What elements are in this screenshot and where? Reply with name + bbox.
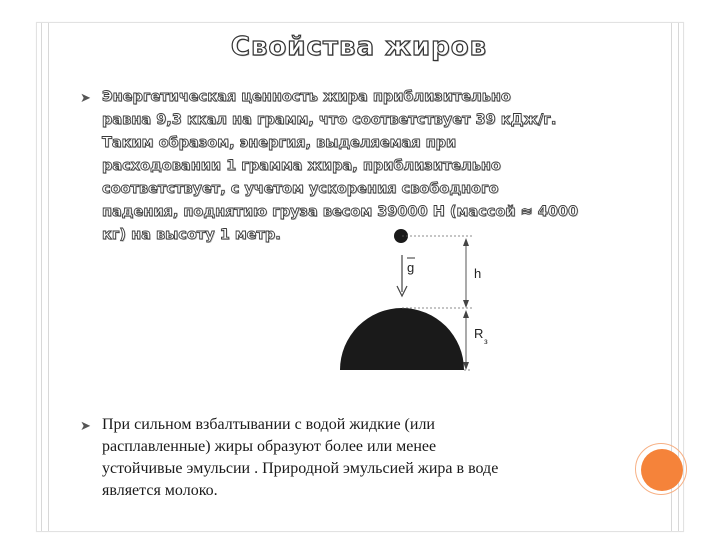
paragraph-line: Таким образом, энергия, выделяемая при [102,135,457,151]
decorative-orange-circle [641,449,683,491]
slide-left-edge [41,23,49,531]
slide-title: Свойства жиров [230,32,488,62]
planet-half-disc [340,308,464,370]
arrowhead-bullet-icon: ➤ [80,90,91,105]
radius-arrow-top [463,310,469,318]
paragraph-line: равна 9,3 ккал на грамм, что соответствует 39 кДж/г. [102,112,557,128]
paragraph-line: Энергетическая ценность жира приблизительно [102,89,511,105]
gravity-label: g [407,260,415,275]
paragraph-line: падения, поднятию груза весом 39000 Н (массой ≈ 4000 [102,204,579,220]
paragraph-line: соответствует, с учетом ускорения свободного [102,181,499,197]
paragraph-line: расходовании 1 грамма жира, приблизительно [102,158,501,174]
paragraph-line: При сильном взбалтывании с водой жидкие (или [102,416,435,433]
radius-subscript: з [484,337,488,346]
paragraph-line: устойчивые эмульсии . Природной эмульсией жира в воде [102,460,499,477]
paragraph-line: кг) на высоту 1 метр. [102,227,281,243]
height-label: h [474,266,482,281]
falling-ball [394,229,408,243]
radius-label: R [474,326,484,341]
paragraph-line: расплавленные) жиры образуют более или менее [102,438,437,455]
height-arrow-top [463,238,469,246]
paragraph-emulsion [102,414,622,502]
paragraph-line: является молоко. [102,482,218,499]
height-arrow-bottom [463,300,469,308]
arrowhead-bullet-icon: ➤ [80,418,91,433]
gravity-height-diagram [330,220,530,390]
